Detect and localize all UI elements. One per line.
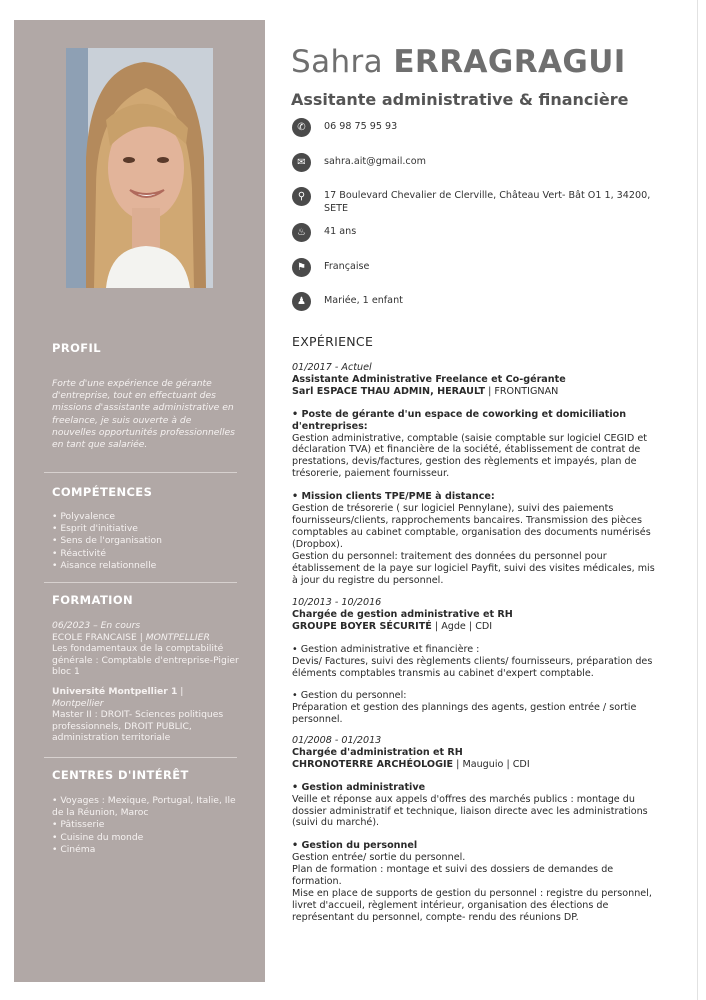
skill-item: • Polyvalence — [52, 511, 162, 523]
cake-icon: ♨ — [292, 223, 311, 242]
job-role: Assistante Administrative Freelance et Co-gérante — [292, 373, 566, 385]
contact-address — [292, 187, 664, 215]
contact-phone — [292, 118, 664, 137]
family-icon: ♟ — [292, 292, 311, 311]
person-name — [291, 44, 626, 80]
job-description: Devis/ Factures, suivi des règlements clients/ fournisseurs, préparation des éléments comptables transmis au cabinet d'expert comptable. — [292, 655, 653, 679]
experience-entry: 01/2017 - Actuel Assistante Administrative Freelance et Co-gérante Sarl ESPACE THAU ADMIN, HERAULT | FRONTIGNAN • Poste de gérante d'un espace de coworking et domiciliation d'entreprises: Gestion administrative, comptable (saisie comptable sur logiciel CEGID et déclaration TVA) et financière de la société, établissement de contrat de prestations, devis/factures, gestion des règlements et impayés, plan de trésorerie, paiement fournisseur. • Mission clients TPE/PME à distance: Gestion de trésorerie ( sur logiciel Pennylane), suivi des paiements fournisseurs/clients, rapprochements bancaires. Transmission des pièces comptables au cabinet comptable, organisation des documents numérisés (Dropbox). Gestion du personnel: traitement des données du personnel pour établissement de la paye sur logiciel Payfit, suivi des visites médicales, mis à jour du registre du personnel. — [292, 362, 662, 586]
interests-list — [52, 795, 242, 856]
contact-text: 17 Boulevard Chevalier de Clerville, Château Vert- Bât O1 1, 34200, SETE — [324, 190, 651, 214]
contact-age — [292, 223, 664, 242]
contact-nationality — [292, 258, 664, 277]
contact-text: 41 ans — [324, 226, 357, 237]
profile-text: Forte d'une expérience de gérante d'entreprise, tout en effectuant des missions d'assistante administrative en freelance, je suis ouverte à de nouvelles opportunités professionnelles en tant que salariée. — [52, 378, 235, 451]
contact-text: 06 98 75 95 93 — [324, 121, 398, 132]
job-subheading: • Gestion administrative et financière : — [292, 644, 662, 656]
divider — [44, 582, 237, 583]
job-company: GROUPE BOYER SÉCURITÉ — [292, 620, 432, 632]
skill-item: • Aisance relationnelle — [52, 560, 162, 572]
job-description: Gestion de trésorerie ( sur logiciel Pennylane), suivi des paiements fournisseurs/clients, rapprochements bancaires. Transmission des pièces comptables au cabinet comptable, organisation des documents numérisés (Dropbox). — [292, 503, 651, 550]
education-dates: 06/2023 – En cours — [52, 620, 141, 631]
job-title: Assitante administrative & financière — [291, 90, 629, 109]
experience-entry: 10/2013 - 10/2016 Chargée de gestion administrative et RH GROUPE BOYER SÉCURITÉ | Agde | CDI • Gestion administrative et financière : Devis/ Factures, suivi des règlements clients/ fournisseurs, préparation des éléments comptables transmis au cabinet d'expert comptable. • Gestion du personnel: Préparation et gestion des plannings des agents, gestion entrée / sortie personnel. — [292, 597, 662, 726]
job-contract: CDI — [512, 758, 530, 770]
job-subheading: • Mission clients TPE/PME à distance: — [292, 491, 662, 503]
education-city: MONTPELLIER — [145, 631, 210, 643]
contact-text: Française — [324, 261, 370, 272]
divider — [44, 472, 237, 473]
contact-family — [292, 292, 664, 311]
last-name: ERRAGRAGUI — [393, 44, 626, 80]
interest-item: • Voyages : Mexique, Portugal, Italie, Ile de la Réunion, Maroc — [52, 795, 242, 819]
job-subheading: • Gestion administrative — [292, 782, 662, 794]
contact-email — [292, 153, 664, 172]
flag-icon: ⚑ — [292, 258, 311, 277]
education-item: Université Montpellier 1 | Montpellier Master II : DROIT- Sciences politiques professionnels, DROIT PUBLIC, administration territoriale — [52, 686, 242, 744]
skills-heading: COMPÉTENCES — [52, 485, 153, 499]
portrait-illustration — [66, 48, 213, 288]
job-contract: CDI — [475, 620, 493, 632]
education-details: Les fondamentaux de la comptabilité générale : Comptable d'entreprise-Pigier bloc 1 — [52, 643, 239, 677]
job-description: Mise en place de supports de gestion du personnel : registre du personnel, livret d'accueil, règlement intérieur, organisation des élections de représentant du personnel, compte- rendu des réunions DP. — [292, 887, 652, 923]
sidebar — [14, 20, 265, 982]
interest-item: • Cuisine du monde — [52, 832, 242, 844]
job-role: Chargée d'administration et RH — [292, 746, 463, 758]
job-dates: 01/2008 - 01/2013 — [292, 735, 382, 746]
job-role: Chargée de gestion administrative et RH — [292, 608, 513, 620]
education-city: Montpellier — [52, 697, 104, 709]
location-icon: ⚲ — [292, 187, 311, 206]
interest-item: • Cinéma — [52, 844, 242, 856]
skills-list — [52, 511, 162, 572]
education-heading: FORMATION — [52, 593, 134, 607]
skill-item: • Esprit d'initiative — [52, 523, 162, 535]
job-company: CHRONOTERRE ARCHÉOLOGIE — [292, 758, 454, 770]
job-description: Plan de formation : montage et suivi des dossiers de demandes de formation. — [292, 864, 614, 888]
education-school: ECOLE FRANCAISE — [52, 631, 137, 643]
job-dates: 10/2013 - 10/2016 — [292, 597, 382, 608]
first-name: Sahra — [291, 44, 384, 80]
profile-heading: PROFIL — [52, 341, 101, 355]
contact-text: Mariée, 1 enfant — [324, 295, 403, 306]
job-subheading: • Gestion du personnel: — [292, 690, 662, 702]
job-description: Gestion du personnel: traitement des données du personnel pour établissement de la paye sur logiciel Payfit, suivi des visites médicales, mis à jour du registre du personnel. — [292, 550, 655, 586]
mail-icon: ✉ — [292, 153, 311, 172]
interests-heading: CENTRES D'INTÉRÊT — [52, 768, 189, 782]
job-location: Agde — [441, 620, 466, 632]
job-dates: 01/2017 - Actuel — [292, 362, 372, 373]
job-location: FRONTIGNAN — [494, 385, 559, 397]
experience-entry: 01/2008 - 01/2013 Chargée d'administration et RH CHRONOTERRE ARCHÉOLOGIE | Mauguio | CDI • Gestion administrative Veille et réponse aux appels d'offres des marchés publics : montage du dossier administratif et technique, liaison directe avec les administrations (suivi du marché). • Gestion du personnel Gestion entrée/ sortie du personnel. Plan de formation : montage et suivi des dossiers de demandes de formation. Mise en place de supports de gestion du personnel : registre du personnel, livret d'accueil, règlement intérieur, organisation des élections de représentant du personnel, compte- rendu des réunions DP. — [292, 735, 662, 924]
page-edge — [697, 0, 698, 1000]
education-details: Master II : DROIT- Sciences politiques professionnels, DROIT PUBLIC, administration territoriale — [52, 709, 224, 743]
divider — [44, 757, 237, 758]
job-company: Sarl ESPACE THAU ADMIN, HERAULT — [292, 385, 486, 397]
job-description: Veille et réponse aux appels d'offres des marchés publics : montage du dossier administratif et technique, liaison directe avec les administrations (suivi du marché). — [292, 793, 648, 829]
job-description: Gestion administrative, comptable (saisie comptable sur logiciel CEGID et déclaration TVA) et financière de la société, établissement de contrat de prestations, devis/factures, gestion des règlements et impayés, plan de trésorerie, paiement fournisseur. — [292, 432, 647, 480]
job-subheading: • Gestion du personnel — [292, 840, 662, 852]
education-school: Université Montpellier 1 — [52, 686, 178, 697]
profile-photo — [66, 48, 213, 288]
phone-icon: ✆ — [292, 118, 311, 137]
job-description: Préparation et gestion des plannings des agents, gestion entrée / sortie personnel. — [292, 702, 637, 726]
contact-text: sahra.ait@gmail.com — [324, 156, 426, 167]
education-item: 06/2023 – En cours ECOLE FRANCAISE | MONTPELLIER Les fondamentaux de la comptabilité générale : Comptable d'entreprise-Pigier bloc 1 — [52, 620, 242, 678]
job-location: Mauguio — [462, 758, 504, 770]
interest-item: • Pâtisserie — [52, 819, 242, 831]
job-description: Gestion entrée/ sortie du personnel. — [292, 852, 466, 864]
experience-heading: EXPÉRIENCE — [292, 334, 374, 349]
skill-item: • Réactivité — [52, 548, 162, 560]
skill-item: • Sens de l'organisation — [52, 535, 162, 547]
job-subheading: • Poste de gérante d'un espace de coworking et domiciliation d'entreprises: — [292, 409, 662, 433]
